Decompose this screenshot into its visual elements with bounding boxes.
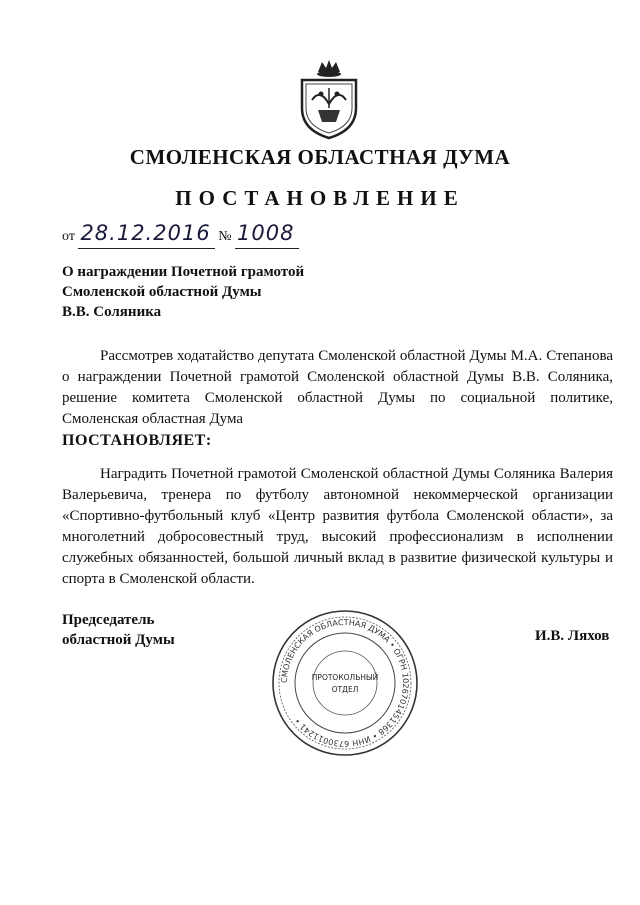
signatory-title xyxy=(62,610,175,650)
organization-title: СМОЛЕНСКАЯ ОБЛАСТНАЯ ДУМА xyxy=(129,145,511,169)
date-from-label: от xyxy=(62,229,75,244)
decree-heading: ПОСТАНОВЛЯЕТ: xyxy=(62,432,212,449)
document-subject xyxy=(62,262,304,322)
document-date: 28.12.2016 xyxy=(80,221,211,245)
signatory-name: И.В. Ляхов xyxy=(535,628,610,644)
number-label: № xyxy=(218,229,232,244)
signatory-title-line: областной Думы xyxy=(62,632,175,648)
date-number-line xyxy=(62,222,299,249)
stamp-ring-text: СМОЛЕНСКАЯ ОБЛАСТНАЯ ДУМА • ОГРН 1026701451368 • ИНН 6730011241 • xyxy=(279,617,411,749)
svg-text:СМОЛЕНСКАЯ ОБЛАСТНАЯ ДУМА • ОГ xyxy=(280,618,410,748)
preamble-paragraph xyxy=(62,346,613,430)
official-stamp xyxy=(270,608,420,758)
signatory-title-line: Председатель xyxy=(62,612,155,628)
stamp-center-line: ОТДЕЛ xyxy=(331,685,359,694)
preamble-text: Рассмотрев ходатайство депутата Смоленской областной Думы М.А. Степанова о награждении Почетной грамотой Смоленской областной Думы В.В. Соляника, решение комитета Смоленской областной Думы по социальной политике, Смоленская областная Дума xyxy=(62,348,613,427)
subject-line: О награждении Почетной грамотой xyxy=(62,264,305,280)
subject-line: В.В. Соляника xyxy=(62,304,162,320)
decision-text: Наградить Почетной грамотой Смоленской областной Думы Соляника Валерия Валерьевича, тренера по футболу автономной некоммерческой организации «Спортивно-футбольный клуб «Центр развития футбола Смоленской области», за многолетний добросовестный труд, высокий профессионализм в исполнении служебных обязанностей, большой личный вклад в развитие физической культуры и спорта в Смоленской области. xyxy=(62,466,613,587)
document-type-title: ПОСТАНОВЛЕНИЕ xyxy=(175,186,465,210)
subject-line: Смоленской областной Думы xyxy=(62,284,262,300)
coat-of-arms-icon xyxy=(296,58,362,140)
document-number: 1008 xyxy=(237,221,295,245)
decision-paragraph xyxy=(62,464,613,590)
stamp-center-line: ПРОТОКОЛЬНЫЙ xyxy=(311,673,379,682)
